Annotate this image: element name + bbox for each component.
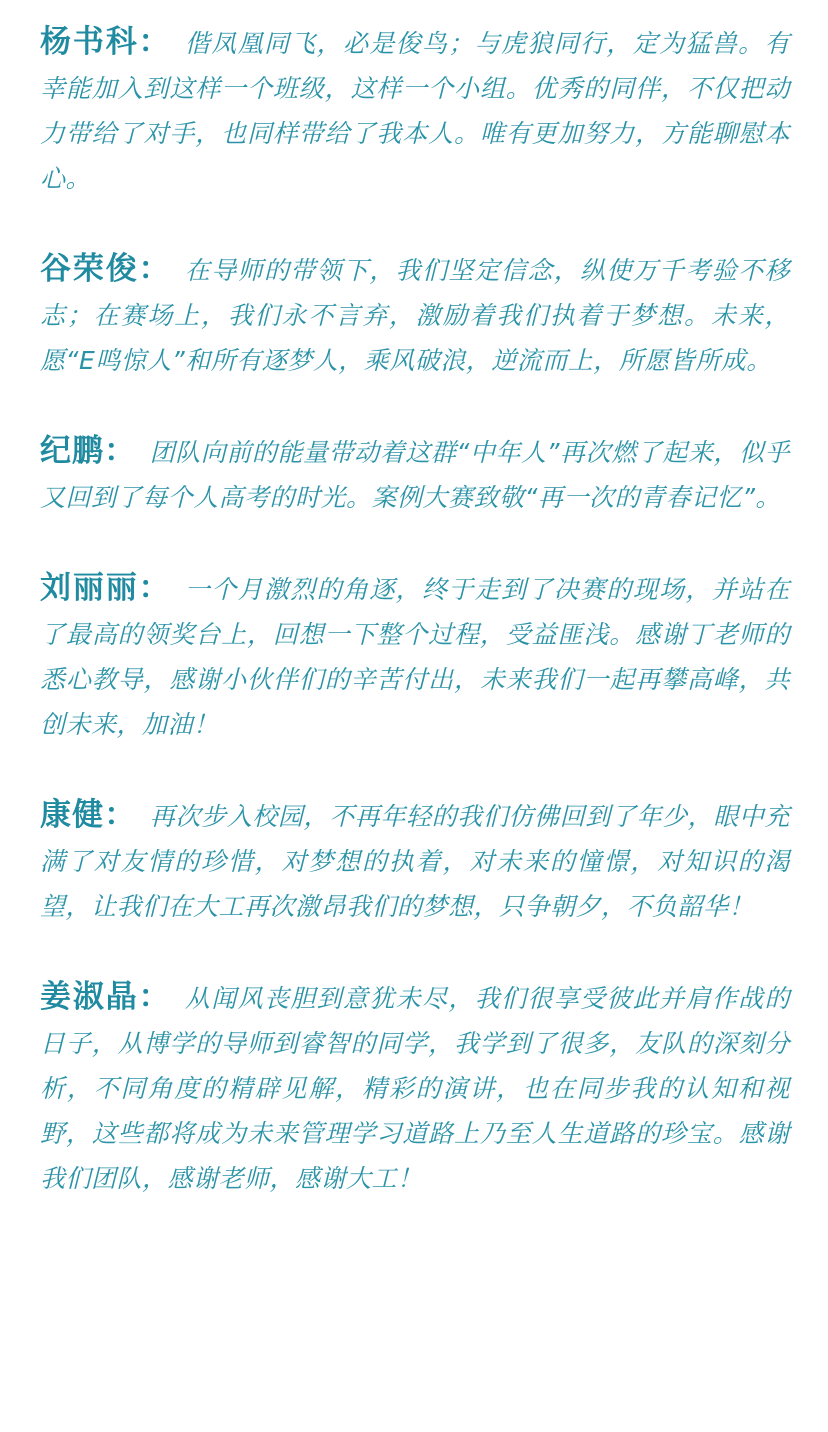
testimonial-entry [40, 429, 790, 520]
testimonial-list [40, 20, 790, 1247]
name-colon: ： [104, 797, 136, 833]
speaker-name: 刘丽丽 [40, 570, 139, 606]
testimonial-entry [40, 247, 790, 383]
testimonial-text: 一个月激烈的角逐，终于走到了决赛的现场，并站在了最高的领奖台上，回想一下整个过程，受益匪浅。感谢丁老师的悉心教导，感谢小伙伴们的辛苦付出，未来我们一起再攀高峰，共创未来，加油！ [40, 575, 791, 739]
testimonial-text: 团队向前的能量带动着这群“中年人”再次燃了起来，似乎又回到了每个人高考的时光。案例大赛致敬“再一次的青春记忆”。 [40, 438, 791, 512]
name-colon: ： [138, 570, 171, 606]
name-colon: ： [138, 24, 171, 60]
testimonial-entry [40, 566, 790, 747]
speaker-name: 谷荣俊 [40, 251, 139, 287]
speaker-name: 姜淑晶 [40, 979, 139, 1015]
speaker-name: 杨书科 [40, 24, 139, 60]
testimonial-text: 偕凤凰同飞，必是俊鸟；与虎狼同行，定为猛兽。有幸能加入到这样一个班级，这样一个小组。优秀的同伴，不仅把动力带给了对手，也同样带给了我本人。唯有更加努力，方能聊慰本心。 [40, 29, 791, 193]
testimonial-entry [40, 20, 790, 201]
testimonial-entry [40, 975, 790, 1201]
testimonial-text: 再次步入校园，不再年轻的我们仿佛回到了年少，眼中充满了对友情的珍惜，对梦想的执着，对未来的憧憬，对知识的渴望，让我们在大工再次激昂我们的梦想，只争朝夕，不负韶华！ [40, 802, 791, 921]
testimonial-text: 在导师的带领下，我们坚定信念，纵使万千考验不移志；在赛场上，我们永不言弃，激励着我们执着于梦想。未来，愿“E鸣惊人”和所有逐梦人，乘风破浪，逆流而上，所愿皆所成。 [40, 256, 791, 375]
speaker-name: 康健 [40, 797, 105, 833]
name-colon: ： [138, 251, 171, 287]
speaker-name: 纪鹏 [40, 433, 105, 469]
name-colon: ： [104, 433, 136, 469]
name-colon: ： [138, 979, 171, 1015]
testimonial-entry [40, 793, 790, 929]
testimonial-text: 从闻风丧胆到意犹未尽，我们很享受彼此并肩作战的日子，从博学的导师到睿智的同学，我学到了很多，友队的深刻分析，不同角度的精辟见解，精彩的演讲，也在同步我的认知和视野，这些都将成为未来管理学习道路上乃至人生道路的珍宝。感谢我们团队，感谢老师，感谢大工！ [40, 984, 791, 1193]
